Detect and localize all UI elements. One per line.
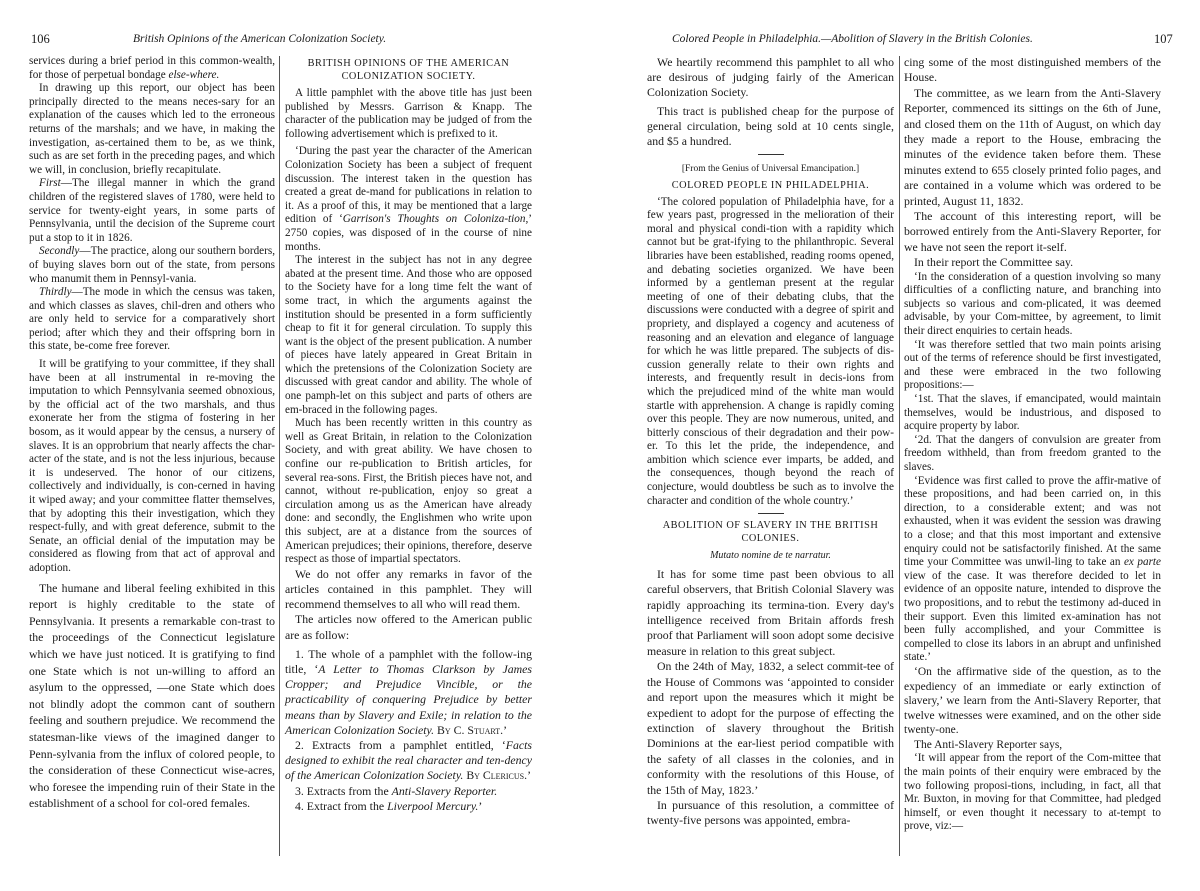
left-column-2 <box>285 55 532 814</box>
paragraph: Thirdly—The mode in which the census was taken, and which classes as slaves, chil-dren and others who are only held to service for a comparatively short period; after which they and their offspring born in this state, be-come free forever. <box>29 286 275 353</box>
article-heading: ABOLITION OF SLAVERY IN THE BRITISH COLONIES. <box>662 520 879 545</box>
paragraph: ‘Evidence was first called to prove the affir-mative of these propositions, and had been carried on, in this direction, to a considerable extent; and was not exhausted, when it was evident the session was drawing to a close; and that this most important and extensive enquiry could not be satisfactorily finished. At the same time your Committee was unwil-ling to take an ex parte view of the case. It was therefore decided to let in evidence of an opposite nature, intended to disprove the two propositions, and to rebut the testimony ad-duced in their support. Even this limited ex-amination has not been fully accomplished, and your Committee is compelled to close its labors in an abrupt and unfinished state.’ <box>904 474 1162 664</box>
page-number: 107 <box>1154 32 1173 46</box>
paragraph: It has for some time past been obvious to all careful observers, that British Colonial Slavery was rapidly approaching its termina-tion. Every day's intelligence received from Britain affords fresh proof that Parliament will soon adopt some decisive measure in relation to this great subject. <box>647 566 894 658</box>
paragraph: We do not offer any remarks in favor of the articles contained in this pamphlet. They will recommend themselves to all who will read them. <box>285 566 532 612</box>
paragraph: The Anti-Slavery Reporter says, <box>914 738 1063 751</box>
paragraph: The humane and liberal feeling exhibited in this report is highly creditable to the state of Pennsylvania. It presents a remarkable con-trast to the proceedings of the Connecticut legislature which we have just noticed. It is gratifying to find one State which is not un-willing to afford an asylum to the oppressed, —one State which does not blindly adopt the common cant of southern feeling and southern prejudice. We recommend the statesman-like views of the imagined danger to Penn-sylvania from the influx of colored people, to the consideration of these Connecticut wise-acres, who foresee the impending ruin of their State in the establishment of a school for col-ored females. <box>29 580 275 811</box>
list-item: 3. Extracts from the Anti-Slavery Reporter. <box>295 783 498 798</box>
list-item: 1. The whole of a pamphlet with the follow-ing title, ‘A Letter to Thomas Clarkson by James Cropper; and Prejudice Vincible, or the practicability of conquering Prejudice by better means than by Slavery and Exile; in relation to the American Colonization Society. By C. Stuart.’ <box>285 646 532 737</box>
motto: Mutato nomine de te narratur. <box>710 550 831 562</box>
paragraph: The articles now offered to the American public are as follow: <box>285 612 532 642</box>
paragraph: On the 24th of May, 1832, a select commit-tee of the House of Commons was ‘appointed to consider and report upon the measures which it might be expedient to adopt for the purpose of effecting the extinction of slavery throughout the British Dominions at the ear-liest period compatible with the safety of all classes in the colonies, and in conformity with the resolutions of this House, of the 15th of May, 1823.’ <box>647 659 894 797</box>
paragraph: First—The illegal manner in which the grand children of the registered slaves of 1780, were held to service for twenty-eight years, in some parts of Pennsylvania, until the decision of the Supreme court put a stop to it in 1826. <box>29 177 275 244</box>
paragraph: ‘It will appear from the report of the Com-mittee that the main points of their enquiry were embraced by the two following proposi-tions, including, in fact, all that Mr. Buxton, in moving for that Committee, had pledged himself, or even thought it necessary to at-tempt to prove, viz:— <box>904 752 1161 833</box>
right-column-2 <box>904 55 1161 834</box>
separator-rule <box>758 513 784 514</box>
paragraph: ‘2d. That the dangers of convulsion are greater from freedom withheld, than from freedom granted to the slaves. <box>904 433 1161 473</box>
paragraph: cing some of the most distinguished members of the House. <box>904 55 1161 85</box>
source-note: [From the Genius of Universal Emancipation.] <box>681 164 860 174</box>
paragraph: In drawing up this report, our object has been principally directed to the means neces-sary for an explanation of the causes which led to the erroneous returns of the marshals; and we have, in making the investigation, as-certained them to be, as we think, such as are set forth in the preceding pages, and which we will, in conclusion, briefly recapitulate. <box>29 82 275 176</box>
paragraph: ‘During the past year the character of the American Colonization Society has been a subject of frequent discussion. The interest taken in the question has created a great de-mand for publications in relation to it. As a proof of this, it may be mentioned that a large edition of ‘Garrison's Thoughts on Coloniza-tion,’ 2750 copies, was disposed of in the course of nine months. <box>285 145 532 253</box>
paragraph: The interest in the subject has not in any degree abated at the present time. And those who are opposed to the Society have for a long time felt the want of some tract, in which the arguments against the institution should be presented in a form sufficiently cheap to fit it for general circulation. To supply this want is the object of the present publication. A number of pieces have lately appeared in Great Britain in which the pretensions of the Colonization Society are discussed with great candor and ability. The whole of one pamph-let on this subject and parts of others are em-braced in the following pages. <box>285 254 532 416</box>
paragraph: The committee, as we learn from the Anti-Slavery Reporter, commenced its sittings on the 6th of June, and closed them on the 11th of August, on which day they made a report to the House, embracing the minutes of the evidence taken before them. These minutes extend to 655 closely printed folio pages, and are contained in a volume which was ordered to be printed, August 11, 1832. <box>904 85 1161 208</box>
paragraph: ‘On the affirmative side of the question, as to the expediency of an immediate or early extinction of slavery,’ we learn from the Anti-Slavery Reporter, that twelve witnesses were examined, and on the other side twenty-one. <box>904 665 1161 737</box>
right-column-1 <box>647 55 894 829</box>
separator-rule <box>758 154 784 155</box>
paragraph: ‘1st. That the slaves, if emancipated, would maintain themselves, would be industrious, and disposed to acquire property by labor. <box>904 393 1161 433</box>
paragraph: ‘The colored population of Philadelphia have, for a few years past, progressed in the melioration of their moral and physical condi-tion with a rapidity which cannot but be grat-ifying to the philanthropic. Several libraries have been established, reading rooms opened, and debating societies organized. We have been informed by a gentleman present at the regular meeting of one of their debating clubs, that the discussions were conducted with a degree of spirit and propriety, and displayed a cogency and acuteness of reasoning and an elevation and elegance of language for which he was little prepared. The subjects of dis-cussion generally relate to their own rights and interests, and frequently result in decis-ions from which the prejudiced mind of the white man would startle with apprehension. A change is rapidly coming over this people. They are now numerous, united, and bitterly conscious of their degradation and their pow-er. To this let the pride, the independence, and ambition which science ever imparts, be added, and the consequences, though beyond the reach of conjecture, would doubtless be such as to involve the character and condition of the whole country.’ <box>647 195 894 507</box>
paragraph: services during a brief period in this common-wealth, for those of perpetual bondage else-where. <box>29 55 275 81</box>
paragraph: In pursuance of this resolution, a committee of twenty-five persons was appointed, embra- <box>647 797 894 828</box>
column-rule <box>279 56 280 856</box>
paragraph: Secondly—The practice, along our southern borders, of buying slaves born out of the state, from persons who manumit them in Pennsyl-vania. <box>29 245 275 285</box>
left-page <box>0 0 560 891</box>
article-heading: COLORED PEOPLE IN PHILADELPHIA. <box>671 179 870 191</box>
paragraph: The account of this interesting report, will be borrowed entirely from the Anti-Slavery Reporter, for we have not seen the report it-self. <box>904 209 1161 254</box>
paragraph: It will be gratifying to your committee, if they shall have been at all instrumental in re-moving the imputation to which Pennsylvania seemed obnoxious, by the official act of the two marshals, and thus exonerate her from the stigma of fostering in her bosom, as it would appear by the census, a nursery of slaves. It is an opprobrium that nearly affects the char-acter of the state, and is not the less injurious, because it is undeserved. The honor of our citizens, collectively and individually, is con-cerned in having it wiped away; and your committee flatter themselves, that by adopting this their investigation, which they respect-fully, and with great deference, submit to the Senate, an official denial of the imputation may be considered as flowing from that act of approval and adoption. <box>29 358 275 574</box>
article-heading: BRITISH OPINIONS OF THE AMERICAN COLONIZATION SOCIETY. <box>307 58 510 82</box>
page-number: 106 <box>31 32 50 46</box>
paragraph: In their report the Committee say. <box>914 255 1074 270</box>
column-rule <box>899 56 900 856</box>
paragraph: This tract is published cheap for the purpose of general circulation, being sold at 10 cents single, and $5 a hundred. <box>647 104 894 148</box>
list-item: 2. Extracts from a pamphlet entitled, ‘Facts designed to exhibit the real character and ten-dency of the American Colonization Society. By Clericus.’ <box>285 738 532 783</box>
right-page <box>640 0 1200 891</box>
running-head: British Opinions of the American Colonization Society. <box>133 33 387 45</box>
paragraph: ‘In the consideration of a question involving so many difficulties of a conflicting nature, and branching into subjects so various and com-plicated, it was deemed advisable, by your Com-mittee, by agreement, to limit their direct enquiries to certain heads. <box>904 270 1161 338</box>
list-item: 4. Extract from the Liverpool Mercury.’ <box>295 798 483 813</box>
paragraph: Much has been recently written in this country as well as Great Britain, in relation to the Colonization Society, and with great ability. We have chosen to confine our re-publication to British articles, for several rea-sons. First, the British pieces have not, and cannot, without re-publication, enjoy so great a circulation among us as the American have already done: and secondly, the Englishmen who write upon this subject, are at a distance from the sources of American prejudices; their opinions, therefore, deserve respect as those of impartial spectators. <box>285 417 532 566</box>
paragraph: We heartily recommend this pamphlet to all who are desirous of judging fairly of the American Colonization Society. <box>647 55 894 99</box>
paragraph: ‘It was therefore settled that two main points arising out of the terms of reference should be first investigated, and these were embraced in the two following propositions:— <box>904 338 1161 392</box>
left-column-1 <box>29 55 275 812</box>
running-head: Colored People in Philadelphia.—Abolition of Slavery in the British Colonies. <box>672 33 1033 45</box>
paragraph: A little pamphlet with the above title has just been published by Messrs. Garrison & Knapp. The character of the publication may be judged of from the following advertisement which is prefixed to it. <box>285 87 532 140</box>
